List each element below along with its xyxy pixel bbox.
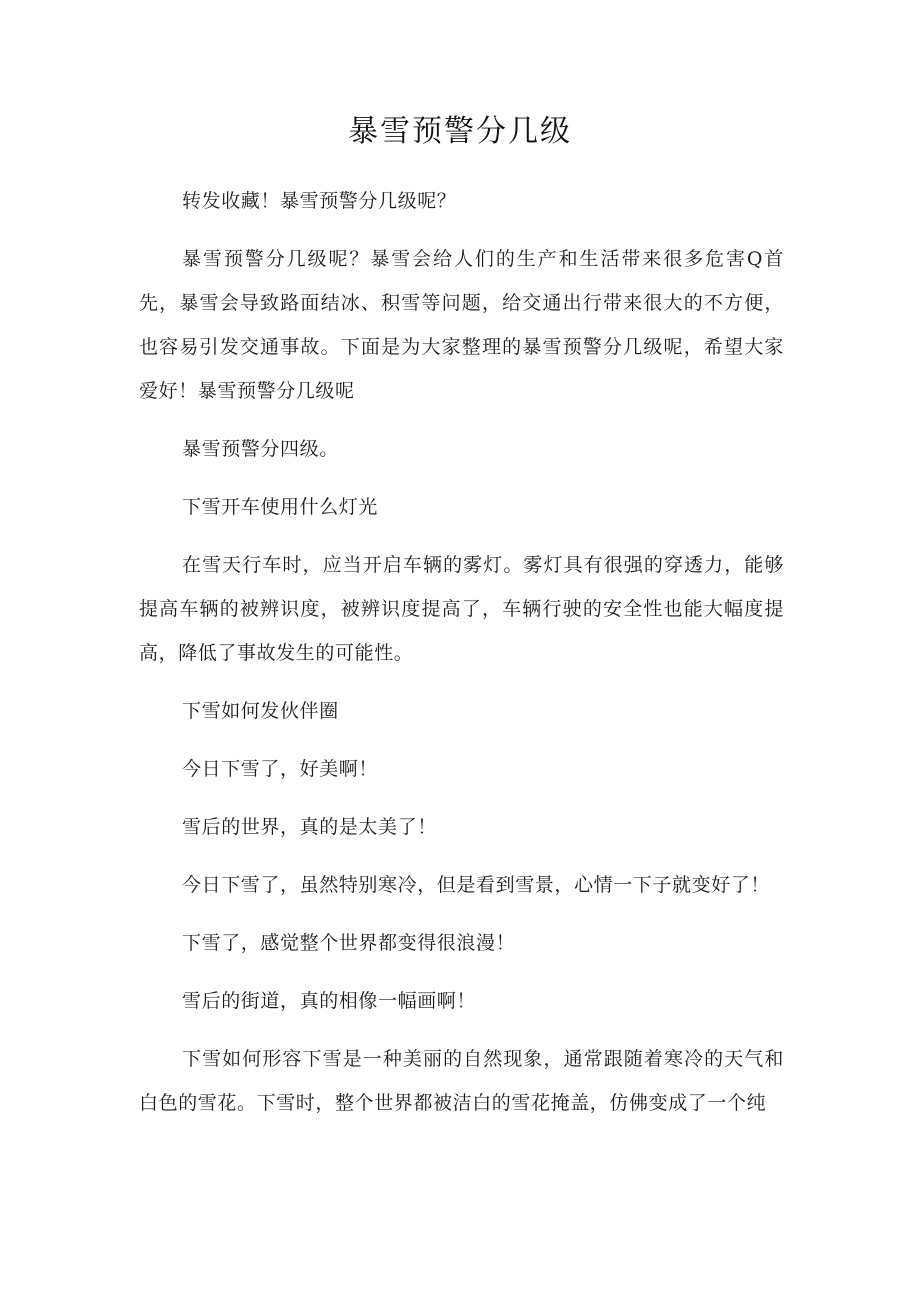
- paragraph: 雪后的街道，真的相像一幅画啊！: [182, 990, 477, 1012]
- paragraph: 在雪天行车时，应当开启车辆的雾灯。雾灯具有很强的穿透力，能够提高车辆的被辨识度，被辨识度提高了，车辆行驶的安全性也能大幅度提高，降低了事故发生的可能性。: [139, 554, 784, 664]
- paragraph: 暴雪预警分四级。: [182, 438, 339, 460]
- paragraph: 今日下雪了，虽然特别寒冷，但是看到雪景，心情一下子就变好了！: [182, 874, 771, 896]
- paragraph: 下雪如何发伙伴圈: [182, 700, 339, 722]
- document-body: [139, 179, 784, 1139]
- page-title: 暴雪预警分几级: [348, 114, 572, 149]
- paragraph: 转发收藏！暴雪预警分几级呢？: [182, 190, 457, 212]
- paragraph: 暴雪预警分几级呢？暴雪会给人们的生产和生活带来很多危害Q首先，暴雪会导致路面结冰、积雪等问题，给交通出行带来很大的不方便，也容易引发交通事故。下面是为大家整理的暴雪预警分几级呢，希望大家爱好！暴雪预警分几级呢: [139, 248, 784, 402]
- paragraph: 下雪了，感觉整个世界都变得很浪漫！: [182, 932, 516, 954]
- paragraph: 下雪如何形容下雪是一种美丽的自然现象，通常跟随着寒冷的天气和白色的雪花。下雪时，整个世界都被洁白的雪花掩盖，仿佛变成了一个纯: [139, 1048, 784, 1114]
- paragraph: 下雪开车使用什么灯光: [182, 496, 379, 518]
- paragraph: 雪后的世界，真的是太美了！: [182, 816, 437, 838]
- paragraph: 今日下雪了，好美啊！: [182, 758, 379, 780]
